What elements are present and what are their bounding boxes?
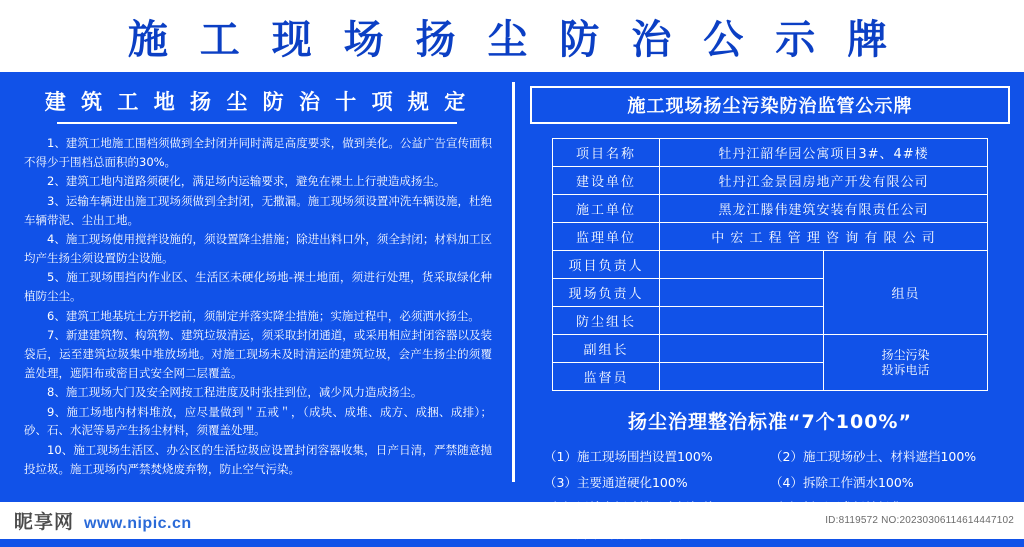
row-value: 中 宏 工 程 管 理 咨 询 有 限 公 司 — [660, 223, 988, 251]
row-value: 牡丹江韶华园公寓项目3#、4#楼 — [660, 139, 988, 167]
row-value: 牡丹江金景园房地产开发有限公司 — [660, 167, 988, 195]
standard-item: （3）主要通道硬化100% — [544, 474, 688, 490]
row-label: 项目名称 — [553, 139, 660, 167]
row-label: 现场负责人 — [553, 279, 660, 307]
row-label: 监理单位 — [553, 223, 660, 251]
row-value — [660, 251, 824, 279]
group-members-cell: 组员 — [824, 251, 988, 335]
row-value — [660, 279, 824, 307]
table-row — [553, 167, 988, 195]
row-value — [660, 307, 824, 335]
vertical-divider — [512, 82, 515, 482]
right-panel — [524, 72, 1016, 502]
title-bar — [0, 0, 1024, 72]
regulation-item: 8、施工现场大门及安全网按工程进度及时张挂到位，减少风力造成扬尘。 — [47, 385, 423, 400]
complaint-hotline-cell — [824, 335, 988, 391]
left-panel — [8, 72, 506, 502]
brand — [14, 507, 192, 534]
row-label: 建设单位 — [553, 167, 660, 195]
row-value: 黑龙江滕伟建筑安装有限责任公司 — [660, 195, 988, 223]
row-label: 防尘组长 — [553, 307, 660, 335]
table-row — [553, 139, 988, 167]
left-panel-title: 建 筑 工 地 扬 尘 防 治 十 项 规 定 — [44, 90, 470, 114]
content-area — [0, 72, 1024, 502]
complaint-hotline-line2: 投诉电话 — [881, 362, 930, 377]
brand-url[interactable]: www.nipic.cn — [84, 515, 192, 532]
table-row — [553, 223, 988, 251]
row-label: 施工单位 — [553, 195, 660, 223]
regulation-item: 3、运输车辆进出施工现场须做到全封闭，无撒漏。施工现场须设置冲洗车辆设施，杜绝车辆带泥、尘出工地。 — [24, 193, 492, 227]
page-title: 施 工 现 场 扬 尘 防 治 公 示 牌 — [127, 16, 897, 63]
table-row — [553, 335, 988, 363]
row-label: 项目负责人 — [553, 251, 660, 279]
regulation-item: 4、施工现场使用搅拌设施的，须设置降尘措施；除进出料口外，须全封闭；材料加工区均产生扬尘须设置防尘设施。 — [24, 232, 492, 265]
regulation-item: 6、建筑工地基坑土方开挖前，须制定并落实降尘措施；实施过程中，必须洒水扬尘。 — [47, 308, 480, 323]
row-value — [660, 335, 824, 363]
regulations-list — [8, 134, 506, 478]
standard-item: （4）拆除工作洒水100% — [770, 474, 914, 490]
regulation-item: 7、新建建筑物、构筑物、建筑垃圾清运，须采取封闭通道，或采用相应封闭容器以及装袋后，运至建筑垃圾集中堆放场地。对施工现场未及时清运的建筑垃圾，会产生扬尘的须覆盖处理，遮阳布或密目式安全网二层覆盖。 — [24, 328, 492, 380]
footer-bar — [0, 502, 1024, 539]
table-row — [553, 251, 988, 279]
regulation-item: 9、施工场地内材料堆放，应尽量做到＂五戒＂，（成块、成堆、成方、成捆、成排）；砂、石、水泥等易产生扬尘材料，须覆盖处理。 — [24, 404, 492, 438]
asset-id-text: ID:8119572 NO:20230306114614447102 — [825, 515, 1014, 526]
row-label: 副组长 — [553, 335, 660, 363]
standard-item: （2）施工现场砂土、材料遮挡100% — [770, 449, 977, 464]
regulation-item: 2、建筑工地内道路须硬化，满足场内运输要求，避免在裸土上行驶造成扬尘。 — [47, 174, 446, 189]
left-title-underline — [57, 122, 457, 124]
row-label: 监督员 — [553, 363, 660, 391]
regulation-item: 1、建筑工地施工围档须做到全封闭并同时满足高度要求，做到美化。公益广告宣传面积不得少于围档总面积的30%。 — [24, 136, 492, 169]
project-info-table — [552, 138, 988, 391]
brand-name: 昵享网 — [14, 511, 75, 533]
regulation-item: 5、施工现场围挡内作业区、生活区未硬化场地-裸土地面，须进行处理，货采取绿化种植防尘尘。 — [24, 270, 492, 303]
regulation-item: 10、施工现场生活区、办公区的生活垃圾应设置封闭容器收集，日产日清，严禁随意抛投垃圾。施工现场内严禁焚烧废弃物，防止空气污染。 — [24, 443, 492, 476]
row-value — [660, 363, 824, 391]
standard-item: （1）施工现场围挡设置100% — [544, 449, 713, 464]
standard-title: 扬尘治理整治标准“7个100%” — [628, 411, 912, 433]
right-panel-title-box — [530, 86, 1010, 124]
complaint-hotline-line1: 扬尘污染 — [881, 347, 930, 362]
right-panel-title: 施工现场扬尘污染防治监管公示牌 — [627, 96, 913, 117]
table-row — [553, 195, 988, 223]
